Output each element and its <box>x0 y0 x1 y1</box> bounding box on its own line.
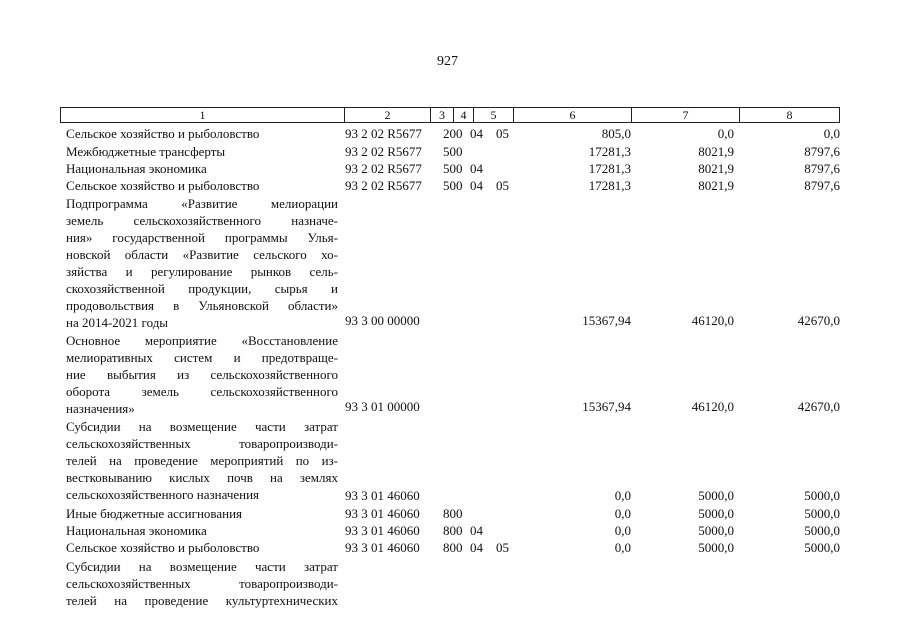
row-section: 04 <box>470 523 483 538</box>
row-value-8: 42670,0 <box>797 313 840 328</box>
row-value-8: 5000,0 <box>804 506 840 521</box>
row-value-7: 46120,0 <box>691 313 734 328</box>
row-section: 04 <box>470 161 483 176</box>
row-type: 500 <box>443 144 463 159</box>
row-name: Сельское хозяйство и рыболовство <box>66 178 260 193</box>
row-value-6: 0,0 <box>614 540 631 555</box>
row-value-8: 8797,6 <box>804 161 840 176</box>
row-value-7: 8021,9 <box>698 144 734 159</box>
row-value-8: 8797,6 <box>804 178 840 193</box>
block-line: Основное мероприятие «Восстановление <box>66 333 338 348</box>
row-code: 93 3 01 46060 <box>345 506 420 521</box>
row-section: 04 <box>470 540 483 555</box>
header-col-3: 3 <box>430 108 453 122</box>
block-line: телей на проведение мероприятий по из- <box>66 453 338 468</box>
row-value-6: 0,0 <box>614 488 631 503</box>
row-code: 93 3 01 46060 <box>345 488 420 503</box>
row-subsection: 05 <box>496 540 509 555</box>
block-line: мелиоративных систем и предотвраще- <box>66 350 338 365</box>
table-row <box>66 522 846 539</box>
row-value-8: 42670,0 <box>797 399 840 414</box>
row-value-6: 0,0 <box>614 523 631 538</box>
header-col-1: 1 <box>199 108 206 122</box>
row-value-6: 15367,94 <box>582 313 631 328</box>
row-value-7: 5000,0 <box>698 540 734 555</box>
table-row <box>66 539 846 556</box>
row-name: Национальная экономика <box>66 523 207 538</box>
block-line: продовольствия в Ульяновской области» <box>66 298 338 313</box>
block-line: новской области «Развитие сельского хо- <box>66 247 338 262</box>
row-type: 800 <box>443 523 463 538</box>
block-line: зяйства и регулирование рынков сель- <box>66 264 338 279</box>
row-value-6: 0,0 <box>614 506 631 521</box>
row-value-8: 8797,6 <box>804 144 840 159</box>
block-line: вестковыванию кислых почв на землях <box>66 470 338 485</box>
row-code: 93 2 02 R5677 <box>345 178 422 193</box>
block-line: назначения» <box>66 401 135 416</box>
block-line: оборота земель сельскохозяйственного <box>66 384 338 399</box>
row-name: Иные бюджетные ассигнования <box>66 506 243 521</box>
row-code: 93 3 01 00000 <box>345 399 420 414</box>
row-section: 04 <box>470 178 483 193</box>
row-type: 800 <box>443 506 463 521</box>
block-values <box>66 398 846 415</box>
row-type: 200 <box>443 126 463 141</box>
table-row <box>66 505 846 522</box>
header-col-6: 6 <box>513 108 631 122</box>
page-number: 927 <box>437 54 458 69</box>
row-value-7: 0,0 <box>717 126 734 141</box>
row-name: Межбюджетные трансферты <box>66 144 226 159</box>
row-type: 500 <box>443 161 463 176</box>
table-header <box>60 107 840 123</box>
row-value-8: 0,0 <box>823 126 840 141</box>
row-value-8: 5000,0 <box>804 523 840 538</box>
block-line: скохозяйственной продукции, сырья и <box>66 281 338 296</box>
row-value-6: 17281,3 <box>588 161 631 176</box>
row-type: 800 <box>443 540 463 555</box>
row-value-7: 5000,0 <box>698 523 734 538</box>
row-value-6: 17281,3 <box>588 178 631 193</box>
row-value-6: 17281,3 <box>588 144 631 159</box>
block-line: на 2014-2021 годы <box>66 315 169 330</box>
row-value-7: 46120,0 <box>691 399 734 414</box>
block-line: сельскохозяйственных товаропроизводи- <box>66 436 338 451</box>
row-subsection: 05 <box>496 178 509 193</box>
header-col-5: 5 <box>473 108 513 122</box>
row-code: 93 3 00 00000 <box>345 313 420 328</box>
block-values <box>66 487 846 504</box>
row-type: 500 <box>443 178 463 193</box>
table-row <box>66 125 846 142</box>
row-name: Сельское хозяйство и рыболовство <box>66 126 260 141</box>
row-value-7: 8021,9 <box>698 178 734 193</box>
row-code: 93 2 02 R5677 <box>345 161 422 176</box>
block-values <box>66 312 846 329</box>
row-section: 04 <box>470 126 483 141</box>
block-line: Субсидии на возмещение части затрат <box>66 559 338 574</box>
block-line: сельскохозяйственных товаропроизводи- <box>66 576 338 591</box>
row-subsection: 05 <box>496 126 509 141</box>
row-code: 93 2 02 R5677 <box>345 144 422 159</box>
row-code: 93 3 01 46060 <box>345 540 420 555</box>
table-row <box>66 177 846 194</box>
row-code: 93 3 01 46060 <box>345 523 420 538</box>
row-value-6: 805,0 <box>601 126 631 141</box>
row-value-7: 5000,0 <box>698 506 734 521</box>
row-value-6: 15367,94 <box>582 399 631 414</box>
table-row <box>66 160 846 177</box>
block-line: земель сельскохозяйственного назначе- <box>66 213 338 228</box>
block-line: Подпрограмма «Развитие мелиорации <box>66 196 338 211</box>
block-line: телей на проведение культуртехнических <box>66 593 338 608</box>
header-col-8: 8 <box>739 108 839 122</box>
row-value-8: 5000,0 <box>804 488 840 503</box>
header-col-7: 7 <box>631 108 739 122</box>
block-line: Субсидии на возмещение части затрат <box>66 419 338 434</box>
block-line: ние выбытия из сельскохозяйственного <box>66 367 338 382</box>
block-line: ния» государственной программы Улья- <box>66 230 338 245</box>
header-col-4: 4 <box>453 108 473 122</box>
row-name: Национальная экономика <box>66 161 207 176</box>
table-row <box>66 143 846 160</box>
row-name: Сельское хозяйство и рыболовство <box>66 540 260 555</box>
row-code: 93 2 02 R5677 <box>345 126 422 141</box>
block-line: сельскохозяйственного назначения <box>66 487 260 502</box>
row-value-7: 5000,0 <box>698 488 734 503</box>
row-value-7: 8021,9 <box>698 161 734 176</box>
row-value-8: 5000,0 <box>804 540 840 555</box>
header-col-2: 2 <box>344 108 430 122</box>
